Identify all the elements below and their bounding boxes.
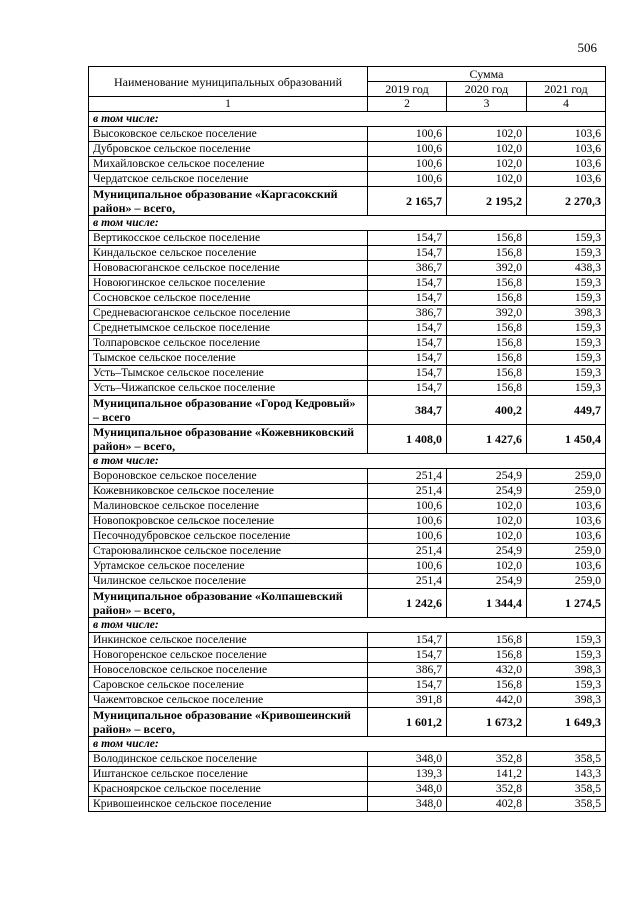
value-2020: 254,9 (447, 574, 527, 589)
value-2021: 103,6 (527, 127, 606, 142)
row-name: Новопокровское сельское поселение (89, 514, 368, 529)
subheader-label: в том числе: (89, 618, 606, 633)
table-row (89, 484, 606, 499)
table-row (89, 172, 606, 187)
value-2021: 159,3 (527, 678, 606, 693)
value-2020: 156,8 (447, 366, 527, 381)
value-2020: 102,0 (447, 559, 527, 574)
value-2021: 398,3 (527, 693, 606, 708)
value-2019: 2 165,7 (368, 187, 447, 216)
row-name: Кожевниковское сельское поселение (89, 484, 368, 499)
table-row (89, 574, 606, 589)
row-name: Чажемтовское сельское поселение (89, 693, 368, 708)
total-row (89, 589, 606, 618)
row-name: Усть–Тымское сельское поселение (89, 366, 368, 381)
table-row (89, 321, 606, 336)
header-sum-column: Сумма (368, 67, 606, 82)
value-2021: 103,6 (527, 157, 606, 172)
value-2021: 159,3 (527, 381, 606, 396)
value-2019: 100,6 (368, 172, 447, 187)
header-year-2019: 2019 год (368, 82, 447, 97)
subheader-label: в том числе: (89, 737, 606, 752)
value-2021: 1 649,3 (527, 708, 606, 737)
table-row (89, 678, 606, 693)
total-row (89, 187, 606, 216)
row-name: Уртамское сельское поселение (89, 559, 368, 574)
subheader-label: в том числе: (89, 454, 606, 469)
value-2019: 154,7 (368, 633, 447, 648)
value-2021: 438,3 (527, 261, 606, 276)
table-row (89, 276, 606, 291)
table-row (89, 291, 606, 306)
value-2020: 102,0 (447, 142, 527, 157)
table-row (89, 633, 606, 648)
table-row (89, 381, 606, 396)
value-2021: 259,0 (527, 469, 606, 484)
value-2021: 159,3 (527, 336, 606, 351)
column-index: 3 (447, 97, 527, 112)
row-name: Муниципальное образование «Кожевниковский район» – всего, (89, 425, 368, 454)
value-2019: 348,0 (368, 752, 447, 767)
value-2019: 100,6 (368, 142, 447, 157)
value-2020: 141,2 (447, 767, 527, 782)
table-row (89, 142, 606, 157)
value-2019: 348,0 (368, 797, 447, 812)
value-2021: 159,3 (527, 648, 606, 663)
row-name: Новоселовское сельское поселение (89, 663, 368, 678)
value-2020: 442,0 (447, 693, 527, 708)
column-index: 1 (89, 97, 368, 112)
value-2021: 159,3 (527, 633, 606, 648)
value-2021: 103,6 (527, 142, 606, 157)
table-row (89, 797, 606, 812)
value-2021: 143,3 (527, 767, 606, 782)
subheader-row (89, 112, 606, 127)
value-2019: 100,6 (368, 499, 447, 514)
value-2020: 156,8 (447, 321, 527, 336)
value-2021: 159,3 (527, 291, 606, 306)
total-row (89, 396, 606, 425)
value-2019: 251,4 (368, 574, 447, 589)
value-2020: 2 195,2 (447, 187, 527, 216)
row-name: Муниципальное образование «Колпашевский район» – всего, (89, 589, 368, 618)
value-2020: 254,9 (447, 484, 527, 499)
value-2021: 1 450,4 (527, 425, 606, 454)
header-year-2021: 2021 год (527, 82, 606, 97)
row-name: Среднетымское сельское поселение (89, 321, 368, 336)
value-2021: 103,6 (527, 514, 606, 529)
row-name: Вороновское сельское поселение (89, 469, 368, 484)
table-row (89, 648, 606, 663)
column-index: 2 (368, 97, 447, 112)
value-2019: 154,7 (368, 336, 447, 351)
value-2019: 251,4 (368, 469, 447, 484)
table-row (89, 351, 606, 366)
value-2020: 156,8 (447, 276, 527, 291)
value-2020: 254,9 (447, 544, 527, 559)
budget-table (88, 66, 606, 812)
table-row (89, 469, 606, 484)
value-2019: 386,7 (368, 306, 447, 321)
value-2020: 254,9 (447, 469, 527, 484)
value-2021: 159,3 (527, 366, 606, 381)
total-row (89, 708, 606, 737)
value-2020: 156,8 (447, 678, 527, 693)
value-2021: 259,0 (527, 574, 606, 589)
subheader-label: в том числе: (89, 216, 606, 231)
table-row (89, 559, 606, 574)
row-name: Песочнодубровское сельское поселение (89, 529, 368, 544)
value-2020: 1 427,6 (447, 425, 527, 454)
row-name: Тымское сельское поселение (89, 351, 368, 366)
row-name: Сосновское сельское поселение (89, 291, 368, 306)
row-name: Высоковское сельское поселение (89, 127, 368, 142)
row-name: Муниципальное образование «Кривошеинский район» – всего, (89, 708, 368, 737)
value-2021: 159,3 (527, 321, 606, 336)
value-2019: 386,7 (368, 261, 447, 276)
row-name: Средневасюганское сельское поселение (89, 306, 368, 321)
column-index: 4 (527, 97, 606, 112)
table-row (89, 499, 606, 514)
value-2019: 154,7 (368, 291, 447, 306)
value-2021: 1 274,5 (527, 589, 606, 618)
table-row (89, 157, 606, 172)
value-2020: 352,8 (447, 752, 527, 767)
value-2019: 251,4 (368, 484, 447, 499)
value-2021: 398,3 (527, 663, 606, 678)
value-2020: 156,8 (447, 648, 527, 663)
row-name: Саровское сельское поселение (89, 678, 368, 693)
value-2021: 259,0 (527, 544, 606, 559)
value-2021: 159,3 (527, 231, 606, 246)
header-name-column: Наименование муниципальных образований (89, 67, 368, 97)
value-2019: 154,7 (368, 678, 447, 693)
value-2019: 100,6 (368, 127, 447, 142)
total-row (89, 425, 606, 454)
row-name: Володинское сельское поселение (89, 752, 368, 767)
table-row (89, 231, 606, 246)
row-name: Кривошеинское сельское поселение (89, 797, 368, 812)
value-2020: 1 673,2 (447, 708, 527, 737)
subheader-label: в том числе: (89, 112, 606, 127)
table-row (89, 767, 606, 782)
value-2021: 449,7 (527, 396, 606, 425)
value-2019: 251,4 (368, 544, 447, 559)
value-2021: 358,5 (527, 782, 606, 797)
table-body (89, 112, 606, 812)
value-2020: 156,8 (447, 351, 527, 366)
row-name: Иштанское сельское поселение (89, 767, 368, 782)
value-2019: 154,7 (368, 366, 447, 381)
value-2019: 386,7 (368, 663, 447, 678)
subheader-row (89, 454, 606, 469)
row-name: Дубровское сельское поселение (89, 142, 368, 157)
value-2019: 100,6 (368, 514, 447, 529)
value-2020: 156,8 (447, 381, 527, 396)
table-row (89, 752, 606, 767)
value-2020: 102,0 (447, 127, 527, 142)
row-name: Новоюгинское сельское поселение (89, 276, 368, 291)
value-2020: 102,0 (447, 499, 527, 514)
value-2021: 358,5 (527, 752, 606, 767)
subheader-row (89, 216, 606, 231)
value-2019: 139,3 (368, 767, 447, 782)
value-2019: 154,7 (368, 276, 447, 291)
value-2020: 156,8 (447, 246, 527, 261)
value-2019: 348,0 (368, 782, 447, 797)
value-2019: 154,7 (368, 648, 447, 663)
row-name: Чилинское сельское поселение (89, 574, 368, 589)
header-year-2020: 2020 год (447, 82, 527, 97)
value-2021: 159,3 (527, 246, 606, 261)
value-2021: 358,5 (527, 797, 606, 812)
table-row (89, 514, 606, 529)
value-2020: 156,8 (447, 633, 527, 648)
value-2019: 154,7 (368, 321, 447, 336)
row-name: Староювалинское сельское поселение (89, 544, 368, 559)
row-name: Муниципальное образование «Каргасокский район» – всего, (89, 187, 368, 216)
page-number: 506 (577, 40, 597, 55)
value-2020: 102,0 (447, 157, 527, 172)
value-2021: 2 270,3 (527, 187, 606, 216)
table-row (89, 246, 606, 261)
value-2019: 1 408,0 (368, 425, 447, 454)
value-2020: 156,8 (447, 336, 527, 351)
value-2019: 154,7 (368, 351, 447, 366)
value-2020: 156,8 (447, 291, 527, 306)
value-2021: 398,3 (527, 306, 606, 321)
table-row (89, 127, 606, 142)
row-name: Михайловское сельское поселение (89, 157, 368, 172)
value-2019: 100,6 (368, 559, 447, 574)
value-2019: 1 601,2 (368, 708, 447, 737)
value-2020: 352,8 (447, 782, 527, 797)
value-2020: 156,8 (447, 231, 527, 246)
table-row (89, 529, 606, 544)
value-2021: 103,6 (527, 529, 606, 544)
table-row (89, 306, 606, 321)
value-2020: 402,8 (447, 797, 527, 812)
table-row (89, 336, 606, 351)
row-name: Усть–Чижапское сельское поселение (89, 381, 368, 396)
value-2019: 154,7 (368, 231, 447, 246)
value-2021: 159,3 (527, 351, 606, 366)
value-2019: 154,7 (368, 246, 447, 261)
row-name: Толпаровское сельское поселение (89, 336, 368, 351)
value-2021: 103,6 (527, 499, 606, 514)
row-name: Киндальское сельское поселение (89, 246, 368, 261)
row-name: Вертикосское сельское поселение (89, 231, 368, 246)
row-name: Малиновское сельское поселение (89, 499, 368, 514)
row-name: Красноярское сельское поселение (89, 782, 368, 797)
value-2019: 100,6 (368, 529, 447, 544)
table-row (89, 782, 606, 797)
value-2020: 102,0 (447, 172, 527, 187)
value-2019: 391,8 (368, 693, 447, 708)
table-row (89, 693, 606, 708)
value-2020: 392,0 (447, 261, 527, 276)
table-row (89, 366, 606, 381)
value-2021: 103,6 (527, 559, 606, 574)
row-name: Новогоренское сельское поселение (89, 648, 368, 663)
value-2020: 1 344,4 (447, 589, 527, 618)
table-row (89, 663, 606, 678)
subheader-row (89, 737, 606, 752)
value-2021: 259,0 (527, 484, 606, 499)
value-2021: 159,3 (527, 276, 606, 291)
row-name: Муниципальное образование «Город Кедровый» – всего (89, 396, 368, 425)
row-name: Инкинское сельское поселение (89, 633, 368, 648)
value-2019: 1 242,6 (368, 589, 447, 618)
value-2019: 384,7 (368, 396, 447, 425)
value-2021: 103,6 (527, 172, 606, 187)
table-row (89, 544, 606, 559)
subheader-row (89, 618, 606, 633)
value-2019: 154,7 (368, 381, 447, 396)
value-2020: 400,2 (447, 396, 527, 425)
row-name: Нововасюганское сельское поселение (89, 261, 368, 276)
value-2020: 102,0 (447, 514, 527, 529)
row-name: Чердатское сельское поселение (89, 172, 368, 187)
value-2020: 392,0 (447, 306, 527, 321)
value-2019: 100,6 (368, 157, 447, 172)
value-2020: 432,0 (447, 663, 527, 678)
table-row (89, 261, 606, 276)
value-2020: 102,0 (447, 529, 527, 544)
